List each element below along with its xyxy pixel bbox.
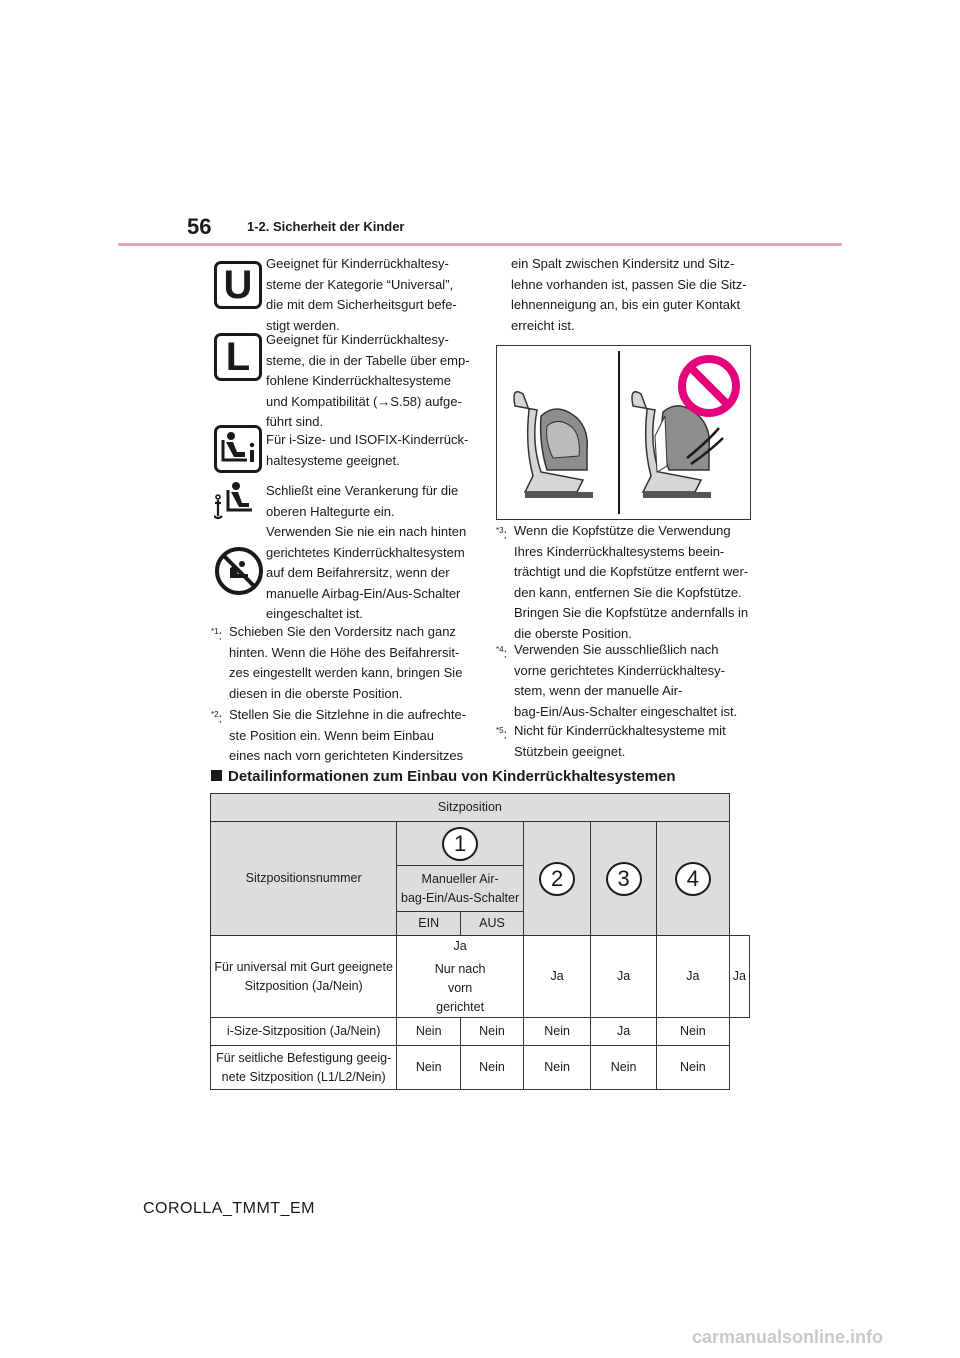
aus-cell: Nein [461,1046,524,1090]
ein-cell: Nein [397,1046,461,1090]
ein-cell: Nein [397,1018,461,1046]
footnote-line: vorne gerichtetes Kinderrückhaltesy- [514,662,725,678]
prohibition-icon [682,359,736,413]
footnote-line: Verwenden Sie ausschließlich nach [514,642,719,657]
legend-line: eingeschaltet ist. [266,606,363,621]
footnote-line: Schieben Sie den Vordersitz nach ganz [229,624,456,639]
header-number-label: Sitzpositionsnummer [211,822,397,936]
legend-item-tether [266,481,491,522]
footnote-mark: *4 [496,645,504,654]
page-number: 56 [187,214,212,239]
footnote-line: die oberste Position. [514,625,632,641]
footnote-4: $^{*4}$: Verwenden Sie ausschließlich nach vorne gerichtetes Kinderrückhaltesy- stem, wenn der manuelle Air- bag-Ein/Aus-Schalter eingeschaltet ist. [496,640,758,722]
seat-number-1: 1 [442,827,478,861]
legend-line: Schließt eine Verankerung für die [266,483,459,498]
aus-header: AUS [461,912,524,936]
label-line: bag-Ein/Aus-Schalter [401,890,520,905]
table-row [211,1018,750,1046]
legend-item-list [266,330,491,433]
legend-line: fohlene Kinderrückhaltesysteme [266,373,451,388]
label-line: Sitzposition (Ja/Nein) [244,978,363,993]
cell-line: Nur nach [434,961,486,976]
footnote-line: bag-Ein/Aus-Schalter eingeschaltet ist. [514,703,738,719]
footnote-mark: *1 [211,627,219,636]
universal-u-icon: U [214,261,262,309]
footnote-line: eines nach vorn gerichteten Kindersitzes [229,748,464,763]
ein-cell [397,936,524,1018]
footnote-mark: *2 [211,710,219,719]
section-title: 1-2. Sicherheit der Kinder [247,219,405,234]
section-heading-text: Detailinformationen zum Einbau von Kinderrückhaltesystemen [228,768,676,785]
seat-number-4-cell [656,822,729,936]
legend-line: auf dem Beifahrersitz, wenn der [266,565,450,580]
footnote-line: ste Position ein. Wenn beim Einbau [229,727,434,743]
i-size-isofix-icon [214,425,262,473]
watermark: carmanualsonline.info [692,1327,884,1347]
footnote-line: den kann, entfernen Sie die Kopfstütze. [514,584,742,600]
legend-line: Verwenden Sie nie ein nach hinten [266,524,467,539]
legend-line: oberen Haltegurte ein. [266,503,395,519]
footnote-line: stem, wenn der manuelle Air- [514,683,683,698]
text-line: ein Spalt zwischen Kindersitz und Sitz- [511,256,735,271]
seat-number-3-cell [591,822,657,936]
footnote-line: Ihres Kinderrückhaltesystems beein- [514,543,725,559]
footnote-line: Wenn die Kopfstütze die Verwendung [514,523,731,538]
value-cell: Nein [656,1018,729,1046]
no-rear-facing-icon [214,546,264,596]
seat-number-2-cell [523,822,590,936]
legend-item-universal [266,254,486,336]
legend-line: gerichtetes Kinderrückhaltesystem [266,544,465,560]
footnote-line: trächtigt und die Kopfstütze entfernt wer- [514,564,749,579]
value-cell: Nein [656,1046,729,1090]
footnote-3: $^{*3}$: Wenn die Kopfstütze die Verwendung Ihres Kinderrückhaltesystems beein- trächtigt und die Kopfstütze entfernt wer- den kann, entfernen Sie die Kopfstütze. Bringen Sie die Kopfstütze andernfalls in die oberste Position. [496,521,758,644]
text-line: erreicht ist. [511,317,575,333]
legend-item-isofix [266,430,491,471]
value-cell: Nein [523,1046,590,1090]
cell-line: vorn [447,980,473,995]
legend-line: steme, die in der Tabelle über emp- [266,352,470,368]
footnote-line: Nicht für Kinderrückhaltesysteme mit [514,723,726,738]
seat-number-4: 4 [675,862,711,896]
footnote-mark: *3 [496,526,504,535]
legend-line: Geeignet für Kinderrückhaltesy- [266,332,449,347]
aus-cell: Nein [461,1018,524,1046]
label-line: Für universal mit Gurt geeignete [214,959,393,974]
bullet-square-icon [211,770,222,781]
label-line: nete Sitzposition (L1/L2/Nein) [221,1069,386,1084]
footnote-line: Stützbein geeignet. [514,743,626,759]
seat-number-3: 3 [606,862,642,896]
value-cell: Ja [729,936,749,1018]
text-line: lehne vorhanden ist, passen Sie die Sitz- [511,276,747,292]
label-line: Manueller Air- [421,871,499,886]
value-cell: Ja [656,936,729,1018]
legend-line: Geeignet für Kinderrückhaltesy- [266,256,449,271]
row-label: i-Size-Sitzposition (Ja/Nein) [211,1018,397,1046]
footnote-2: $^{*2}$: Stellen Sie die Sitzlehne in die aufrechte- ste Position ein. Wenn beim Einbau eines nach vorn gerichteten Kindersitzes [211,705,481,767]
section-heading [211,768,676,785]
seat-number-2: 2 [539,862,575,896]
legend-line: steme der Kategorie “Universal”, [266,276,454,292]
footnote-line: hinten. Wenn die Höhe des Beifahrersit- [229,644,460,660]
seat-contact-illustration [496,345,751,520]
footnote-1: $^{*1}$: Schieben Sie den Vordersitz nach ganz hinten. Wenn die Höhe des Beifahrersit- zes eingestellt werden kann, bringen Sie diesen in die oberste Position. [211,622,481,704]
value-cell: Nein [523,1018,590,1046]
legend-line: die mit dem Sicherheitsgurt befe- [266,297,457,312]
legend-line: haltesysteme geeignet. [266,452,400,468]
text-line: lehnenneigung an, bis ein guter Kontakt [511,297,741,312]
footnote-mark: *5 [496,726,504,735]
correct-seat-figure [514,392,593,498]
value-cell: Ja [591,1018,657,1046]
legend-line: manuelle Airbag-Ein/Aus-Schalter [266,585,461,601]
footnote-2-continued [511,254,756,336]
value-cell: Ja [591,936,657,1018]
footnote-line: zes eingestellt werden kann, bringen Sie [229,665,463,680]
legend-line: Für i-Size- und ISOFIX-Kinderrück- [266,432,469,447]
airbag-switch-label [397,866,524,912]
table-row [211,936,750,1018]
document-footer: COROLLA_TMMT_EM [143,1200,315,1217]
ein-header: EIN [397,912,461,936]
legend-line: stigt werden. [266,317,340,333]
seat-number-1-cell [397,822,524,866]
installation-table [210,793,750,1090]
footnote-line: Bringen Sie die Kopfstütze andernfalls in [514,605,749,620]
legend-line: führt sind. [266,414,324,429]
footnote-5: $^{*5}$: Nicht für Kinderrückhaltesysteme mit Stützbein geeignet. [496,721,758,762]
footnote-line: diesen in die oberste Position. [229,685,403,701]
footnote-line: Stellen Sie die Sitzlehne in die aufrechte- [229,707,467,722]
legend-item-no-rear [266,522,491,625]
legend-line: und Kompatibilität (→S.58) aufge- [266,393,462,409]
top-tether-anchor-icon [214,480,262,520]
value-cell: Nein [591,1046,657,1090]
row-label [211,936,397,1018]
header-sitzposition: Sitzposition [211,794,730,822]
label-line: Für seitliche Befestigung geeig- [216,1050,392,1065]
list-l-icon: L [214,333,262,381]
cell-line: Ja [453,938,467,953]
row-label [211,1046,397,1090]
cell-line: gerichtet [436,999,485,1014]
header-divider [118,243,842,246]
value-cell: Ja [523,936,590,1018]
table-row [211,1046,750,1090]
